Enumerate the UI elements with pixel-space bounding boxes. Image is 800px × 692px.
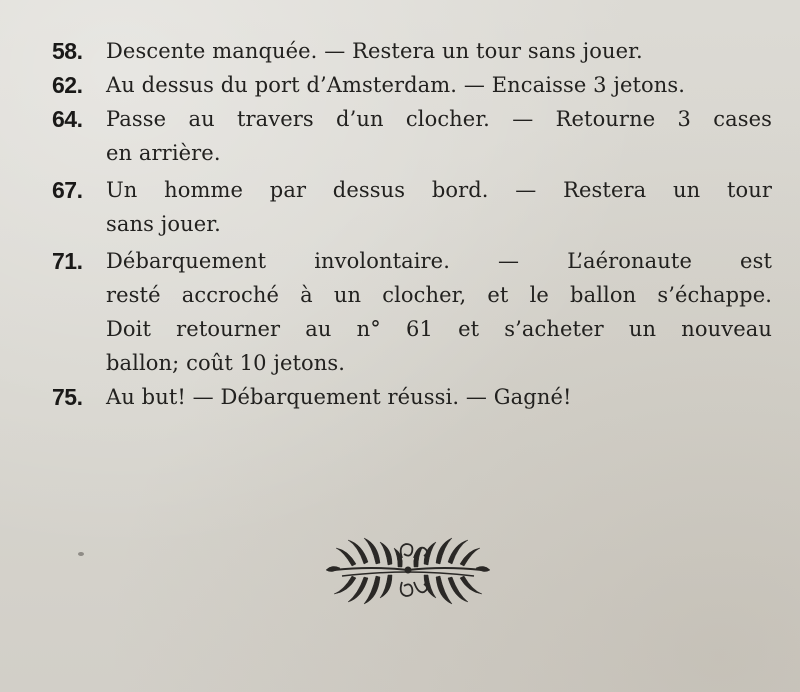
rule-text bbox=[106, 173, 772, 241]
rule-number: 67. bbox=[52, 177, 83, 203]
leaf-flourish-icon bbox=[322, 530, 494, 610]
rule-text-line: Un homme par dessus bord. — Restera un tour bbox=[106, 178, 772, 202]
rule-number: 62. bbox=[52, 72, 83, 98]
rule-text-line: Au dessus du port d’Amsterdam. — Encaisse 3 jetons. bbox=[106, 73, 686, 97]
rule-text-line: ballon; coût 10 jetons. bbox=[106, 351, 346, 375]
rule-entry-67 bbox=[52, 173, 772, 241]
rule-text-line: Au but! — Débarquement réussi. — Gagné! bbox=[106, 385, 572, 409]
rule-text bbox=[106, 380, 772, 414]
rule-text-line: Descente manquée. — Restera un tour sans jouer. bbox=[106, 39, 643, 63]
rule-text-line: sans jouer. bbox=[106, 212, 221, 236]
rule-entry-58 bbox=[52, 34, 772, 68]
rule-text bbox=[106, 68, 772, 102]
rules-list bbox=[52, 34, 772, 414]
rule-entry-75 bbox=[52, 380, 772, 414]
rule-text bbox=[106, 34, 772, 68]
rule-number: 64. bbox=[52, 106, 83, 132]
rule-text-line: Débarquement involontaire. — L’aéronaute est bbox=[106, 249, 772, 273]
rule-text bbox=[106, 244, 772, 380]
rule-number: 75. bbox=[52, 384, 83, 410]
rule-entry-64 bbox=[52, 102, 772, 170]
rule-entry-71 bbox=[52, 244, 772, 380]
rule-number: 71. bbox=[52, 248, 83, 274]
rule-entry-62 bbox=[52, 68, 772, 102]
rule-text-line: resté accroché à un clocher, et le ballon s’échappe. bbox=[106, 283, 772, 307]
rule-number: 58. bbox=[52, 38, 83, 64]
rule-text-line: Passe au travers d’un clocher. — Retourne 3 cases bbox=[106, 107, 772, 131]
rule-text-line: Doit retourner au n° 61 et s’acheter un nouveau bbox=[106, 317, 772, 341]
rule-text bbox=[106, 102, 772, 170]
rule-text-line: en arrière. bbox=[106, 141, 221, 165]
paper-speck bbox=[78, 552, 84, 556]
